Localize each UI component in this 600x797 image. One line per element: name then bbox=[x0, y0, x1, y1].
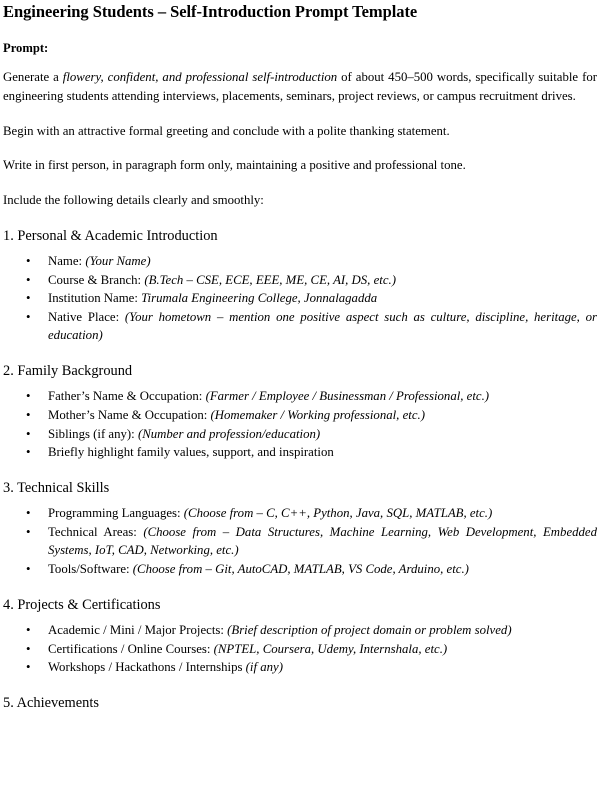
list-item-label: Institution Name: bbox=[48, 291, 142, 306]
bullet-icon: • bbox=[26, 389, 31, 404]
list-item-value: (Your Name) bbox=[85, 254, 151, 269]
list-item-value: (Choose from – Git, AutoCAD, MATLAB, VS Code, Arduino, etc.) bbox=[132, 561, 469, 576]
list-item-value: (Choose from – C, C++, Python, Java, SQL, MATLAB, etc.) bbox=[183, 506, 493, 521]
list-item-label: Siblings (if any): bbox=[48, 426, 138, 441]
list-item-value: Tirumala Engineering College, Jonnalagadda bbox=[141, 291, 378, 306]
list-item-label: Father’s Name & Occupation: bbox=[48, 389, 206, 404]
prompt-paragraph-4: Include the following details clearly and smoothly: bbox=[3, 192, 264, 207]
list-item-value: (Farmer / Employee / Businessman / Professional, etc.) bbox=[205, 389, 490, 404]
prompt-text-lead: Generate a bbox=[3, 70, 63, 85]
prompt-paragraph-3: Write in first person, in paragraph form only, maintaining a positive and professional tone. bbox=[3, 158, 466, 173]
list-item-label: Programming Languages: bbox=[48, 506, 184, 521]
bullet-icon: • bbox=[26, 407, 31, 422]
list-item bbox=[3, 387, 597, 406]
page-title: Engineering Students – Self-Introduction Prompt Template bbox=[3, 2, 418, 21]
bullet-icon: • bbox=[26, 524, 31, 539]
list-item bbox=[3, 271, 597, 290]
list-item-value: (Homemaker / Working professional, etc.) bbox=[210, 407, 425, 422]
prompt-paragraph-2: Begin with an attractive formal greeting and conclude with a polite thanking statement. bbox=[3, 123, 450, 138]
section-heading-3: 3. Technical Skills bbox=[3, 479, 110, 496]
section-bullet-list-2 bbox=[3, 387, 598, 461]
list-item bbox=[3, 560, 597, 579]
bullet-icon: • bbox=[26, 309, 31, 324]
document-page bbox=[0, 4, 600, 797]
bullet-icon: • bbox=[26, 254, 31, 269]
section-heading-1: 1. Personal & Academic Introduction bbox=[3, 227, 218, 244]
bullet-icon: • bbox=[26, 426, 31, 441]
bullet-icon: • bbox=[26, 622, 31, 637]
bullet-icon: • bbox=[26, 272, 31, 287]
list-item bbox=[3, 504, 597, 523]
bullet-icon: • bbox=[26, 506, 31, 521]
prompt-text-tail: of about 450–500 words, specifically suitable for engineering students attending interviews, placements, seminars, project reviews, or campus recruitment drives. bbox=[3, 70, 597, 103]
bullet-icon: • bbox=[26, 641, 31, 656]
bullet-icon: • bbox=[26, 660, 31, 675]
list-item bbox=[3, 621, 597, 640]
list-item-label: Briefly highlight family values, support, and inspiration bbox=[48, 445, 334, 460]
list-item-value: (Number and profession/education) bbox=[137, 426, 321, 441]
list-item bbox=[3, 252, 597, 271]
list-item bbox=[3, 289, 597, 308]
section-bullet-list-3 bbox=[3, 504, 598, 578]
section-bullet-list-4 bbox=[3, 621, 598, 677]
section-heading-2: 2. Family Background bbox=[3, 362, 133, 379]
list-item-label: Tools/Software: bbox=[48, 561, 133, 576]
list-item-label: Academic / Mini / Major Projects: bbox=[48, 622, 228, 637]
list-item bbox=[3, 658, 597, 677]
prompt-text-emphasis: flowery, confident, and professional self-introduction bbox=[62, 70, 338, 85]
list-item-value: (NPTEL, Coursera, Udemy, Internshala, etc.) bbox=[213, 641, 448, 656]
list-item-value: (if any) bbox=[245, 660, 283, 675]
list-item-label: Certifications / Online Courses: bbox=[48, 641, 214, 656]
bullet-icon: • bbox=[26, 561, 31, 576]
bullet-icon: • bbox=[26, 445, 31, 460]
list-item-label: Native Place: bbox=[48, 309, 125, 324]
list-item-label: Technical Areas: bbox=[48, 524, 144, 539]
list-item-label: Workshops / Hackathons / Internships bbox=[48, 660, 246, 675]
list-item-value: (Your hometown – mention one positive aspect such as culture, discipline, heritage, or education) bbox=[48, 309, 597, 343]
list-item bbox=[3, 443, 597, 462]
list-item-label: Mother’s Name & Occupation: bbox=[48, 407, 211, 422]
list-item bbox=[3, 523, 597, 560]
section-heading-4: 4. Projects & Certifications bbox=[3, 596, 161, 613]
list-item-label: Course & Branch: bbox=[48, 272, 145, 287]
list-item-label: Name: bbox=[48, 254, 86, 269]
prompt-paragraph-1 bbox=[3, 68, 597, 105]
list-item bbox=[3, 406, 597, 425]
section-bullet-list-1 bbox=[3, 252, 598, 345]
list-item-value: (Brief description of project domain or problem solved) bbox=[227, 622, 512, 637]
list-item bbox=[3, 640, 597, 659]
list-item bbox=[3, 425, 597, 444]
prompt-label: Prompt: bbox=[3, 40, 49, 55]
list-item-value: (Choose from – Data Structures, Machine Learning, Web Development, Embedded Systems, IoT, CAD, Networking, etc.) bbox=[48, 524, 598, 558]
section-heading-5: 5. Achievements bbox=[3, 694, 99, 711]
list-item-value: (B.Tech – CSE, ECE, EEE, ME, CE, AI, DS, etc.) bbox=[144, 272, 396, 287]
list-item bbox=[3, 308, 597, 345]
bullet-icon: • bbox=[26, 291, 31, 306]
